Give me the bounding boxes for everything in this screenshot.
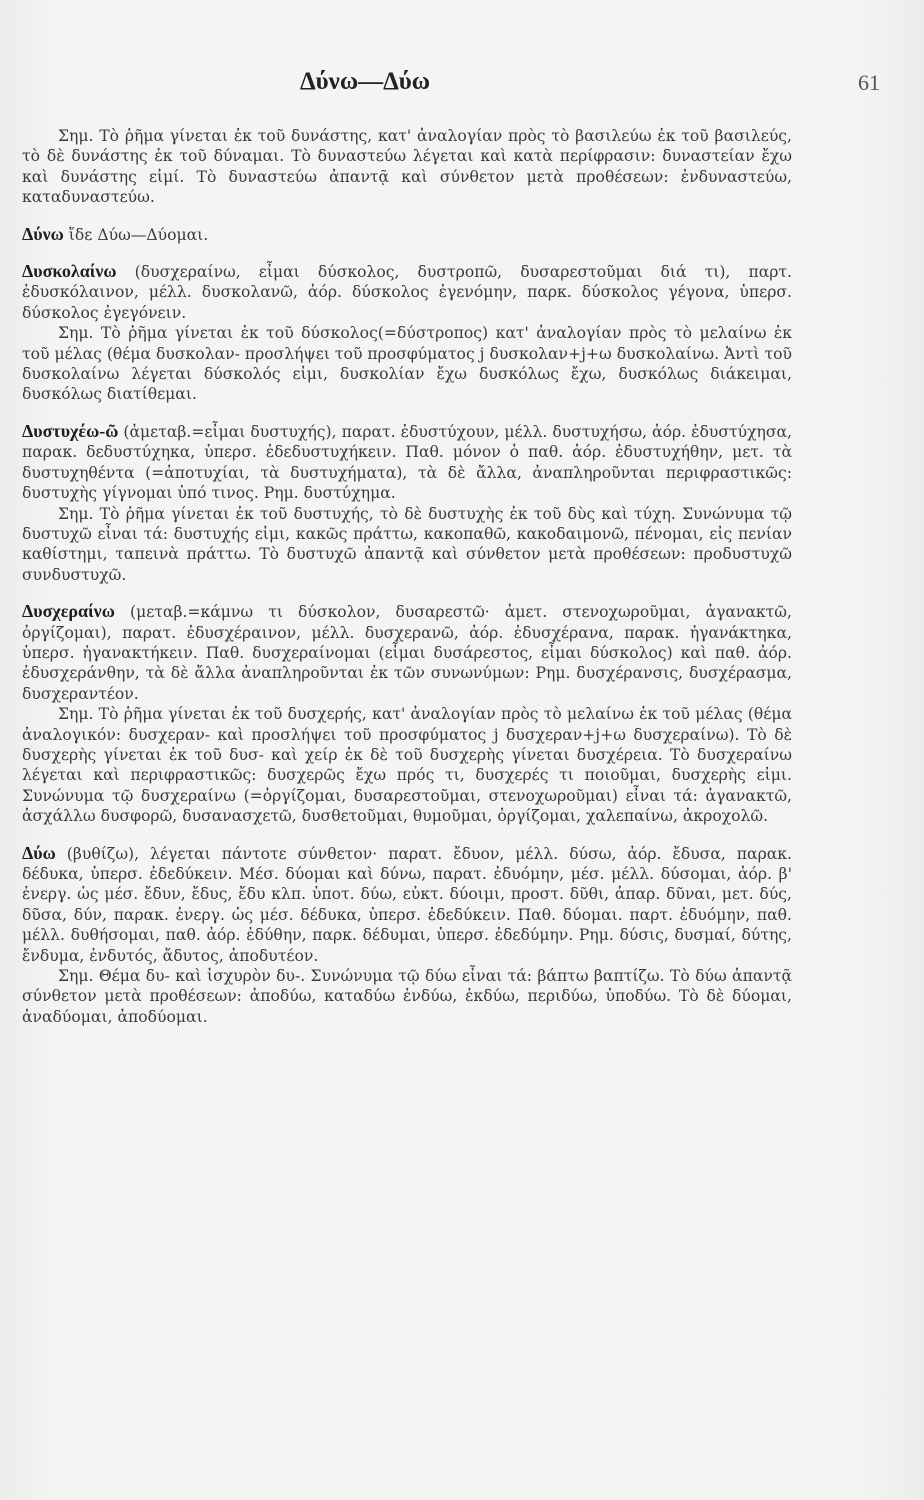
note-paragraph [22, 704, 792, 826]
entry-text: (ἀμεταβ.=εἶμαι δυστυχής), παρατ. ἐδυστύχουν, μέλλ. δυστυχήσω, ἀόρ. ἐδυστύχησα, παρακ. δεδυστύχηκα, ὑπερσ. ἐδεδυστυχήκειν. Παθ. μόνον ὁ παθ. ἀόρ. ἐδυστυχήθην, μετ. τὰ δυστυχηθέντα (=ἀποτυχίαι, τὰ δυστυχήματα), τὰ δὲ ἄλλα, ἀναπληροῦνται περιφραστικῶς: δυστυχὴς γίγνομαι ὑπό τινος. Ρημ. δυστύχημα. [22, 422, 792, 503]
headword: Δύνω [22, 223, 64, 244]
note-text: Σημ. Τὸ ῥῆμα γίνεται ἐκ τοῦ δυσχερής, κατ' ἀναλογίαν πρὸς τὸ μελαίνω ἐκ τοῦ μέλας (θέμα ἀναλογικόν: δυσχεραν- καὶ προσλήψει τοῦ προσφύματος j δυσχεραν+j+ω δυσχεραίνω). Τὸ δὲ δυσχερὴς γίνεται ἐκ τοῦ δυσ- καὶ χείρ ἐκ δὲ τοῦ δυσχερὴς γίνεται δυσχέρεια. Τὸ δυσχεραίνω λέγεται καὶ περιφραστικῶς: δυσχερῶς ἔχω πρός τι, δυσχερές τι ποιοῦμαι, δυσχερὴς εἰμι. Συνώνυμα τῷ δυσχεραίνω (=ὀργίζομαι, δυσαρεστοῦμαι, στενοχωροῦμαι) εἶναι τά: ἀγανακτῶ, ἀσχάλλω δυσφορῶ, δυσανασχετῶ, δυσθετοῦμαι, θυμοῦμαι, ὀργίζομαι, χαλεπαίνω, ἀκροχολῶ. [22, 705, 792, 826]
entry-paragraph [22, 224, 792, 245]
note-text: Σημ. Τὸ ῥῆμα γίνεται ἐκ τοῦ δυνάστης, κατ' ἀναλογίαν πρὸς τὸ βασιλεύω ἐκ τοῦ βασιλεύς, τὸ δὲ δυνάστης ἐκ τοῦ δύναμαι. Τὸ δυναστεύω λέγεται καὶ κατὰ περίφρασιν: δυναστείαν ἔχω καὶ δυνάστης εἰμί. Τὸ δυναστεύω ἀπαντᾷ καὶ σύνθετον μετὰ προθέσεων: ἐνδυναστεύω, καταδυναστεύω. [22, 127, 792, 207]
entry-text: (δυσχεραίνω, εἶμαι δύσκολος, δυστροπῶ, δυσαρεστοῦμαι διά τι), παρτ. ἐδυσκόλαινον, μέλλ. δυσκολανῶ, ἀόρ. δύσκολος ἐγενόμην, παρκ. δύσκολος γέγονα, ὑπερσ. δύσκολος ἐγεγόνειν. [22, 263, 792, 322]
page-number: 61 [858, 70, 880, 95]
headword: Δυσχεραίνω [22, 601, 115, 622]
entry-text: ἴδε Δύω—Δύομαι. [68, 225, 209, 244]
note-paragraph [22, 323, 792, 405]
note-paragraph [22, 966, 792, 1027]
note-text: Σημ. Τὸ ῥῆμα γίνεται ἐκ τοῦ δυστυχής, τὸ δὲ δυστυχὴς ἐκ τοῦ δὺς καὶ τύχη. Συνώνυμα τῷ δυστυχῶ εἶναι τά: δυστυχής εἰμι, κακῶς πράττω, κακοπαθῶ, κακοδαιμονῶ, πένομαι, εἰς πενίαν καθίστημι, ταπεινὰ πράττω. Τὸ δυστυχῶ ἀπαντᾷ καὶ σύνθετον μετὰ προθέσεων: προδυστυχῶ συνδυστυχῶ. [22, 504, 792, 584]
headword: Δύω [22, 842, 56, 863]
entry-paragraph [22, 261, 792, 323]
entry-paragraph [22, 601, 792, 704]
entry-paragraph [22, 421, 792, 504]
entry-text: (βυθίζω), λέγεται πάντοτε σύνθετον· παρατ. ἔδυον, μέλλ. δύσω, ἀόρ. ἔδυσα, παρακ. δέδυκα, ὑπερσ. ἐδεδύκειν. Μέσ. δύομαι καὶ δύνω, παρατ. ἐδυόμην, μέσ. μέλλ. δύσομαι, ἀόρ. β' ἐνεργ. ὡς μέσ. ἔδυν, ἔδυς, ἔδυ κλπ. ὑποτ. δύω, εὐκτ. δύοιμι, προστ. δῦθι, ἀπαρ. δῦναι, μετ. δύς, δῦσα, δύν, παρακ. ἐνεργ. ὡς μέσ. δέδυκα, ὑπερσ. ἐδεδύκειν. Παθ. δύομαι. παρτ. ἐδυόμην, παθ. μέλλ. δυθήσομαι, παθ. ἀόρ. ἐδύθην, παρκ. δέδυμαι, ὑπερσ. ἐδεδύμην. Ρημ. δύσις, δυσμαί, δύτης, ἔνδυμα, ἐνδυτός, ἄδυτος, ἀποδυτέον. [22, 844, 792, 965]
headword: Δυστυχέω-ῶ [22, 420, 119, 441]
entry-paragraph [22, 843, 792, 966]
headword: Δυσκολαίνω [22, 261, 117, 282]
note-paragraph [22, 504, 792, 586]
dictionary-body [22, 126, 792, 1027]
page-header [0, 68, 924, 98]
entry-text: (μεταβ.=κάμνω τι δύσκολον, δυσαρεστῶ· ἀμετ. στενοχωροῦμαι, ἀγανακτῶ, ὀργίζομαι), παρατ. ἐδυσχέραινον, μέλλ. δυσχερανῶ, ἀόρ. ἐδυσχέρανα, παρακ. ἠγανάκτηκα, ὑπερσ. ἠγανακτήκειν. Παθ. δυσχεραίνομαι (εἶμαι δυσάρεστος, εἶμαι δύσκολος) καὶ παθ. ἀόρ. ἐδυσχεράνθην, τὰ δὲ ἄλλα ἀναπληροῦνται ἐκ τῶν συνωνύμων: Ρημ. δυσχέρανσις, δυσχέρασμα, δυσχεραντέον. [22, 603, 792, 703]
running-head: Δύνω—Δύω [300, 68, 431, 95]
note-text: Σημ. Θέμα δυ- καὶ ἰσχυρὸν δυ-. Συνώνυμα τῷ δύω εἶναι τά: βάπτω βαπτίζω. Τὸ δύω ἀπαντᾷ σύνθετον μετὰ προθέσεων: ἀποδύω, καταδύω ἐνδύω, ἐκδύω, περιδύω, ὑποδύω. Τὸ δὲ δύομαι, ἀναδύομαι, ἀποδύομαι. [22, 967, 792, 1026]
note-paragraph [22, 126, 792, 208]
note-text: Σημ. Τὸ ῥῆμα γίνεται ἐκ τοῦ δύσκολος(=δύστροπος) κατ' ἀναλογίαν πρὸς τὸ μελαίνω ἐκ τοῦ μέλας (θέμα δυσκολαν- προσλήψει τοῦ προσφύματος j δυσκολαν+j+ω δυσκολαίνω. Ἀντὶ τοῦ δυσκολαίνω λέγεται δύσκολός εἰμι, δυσκολίαν ἔχω δυσκόλως ἔχω, δυσκόλως διάκειμαι, δυσκόλως διατίθεμαι. [22, 324, 792, 404]
